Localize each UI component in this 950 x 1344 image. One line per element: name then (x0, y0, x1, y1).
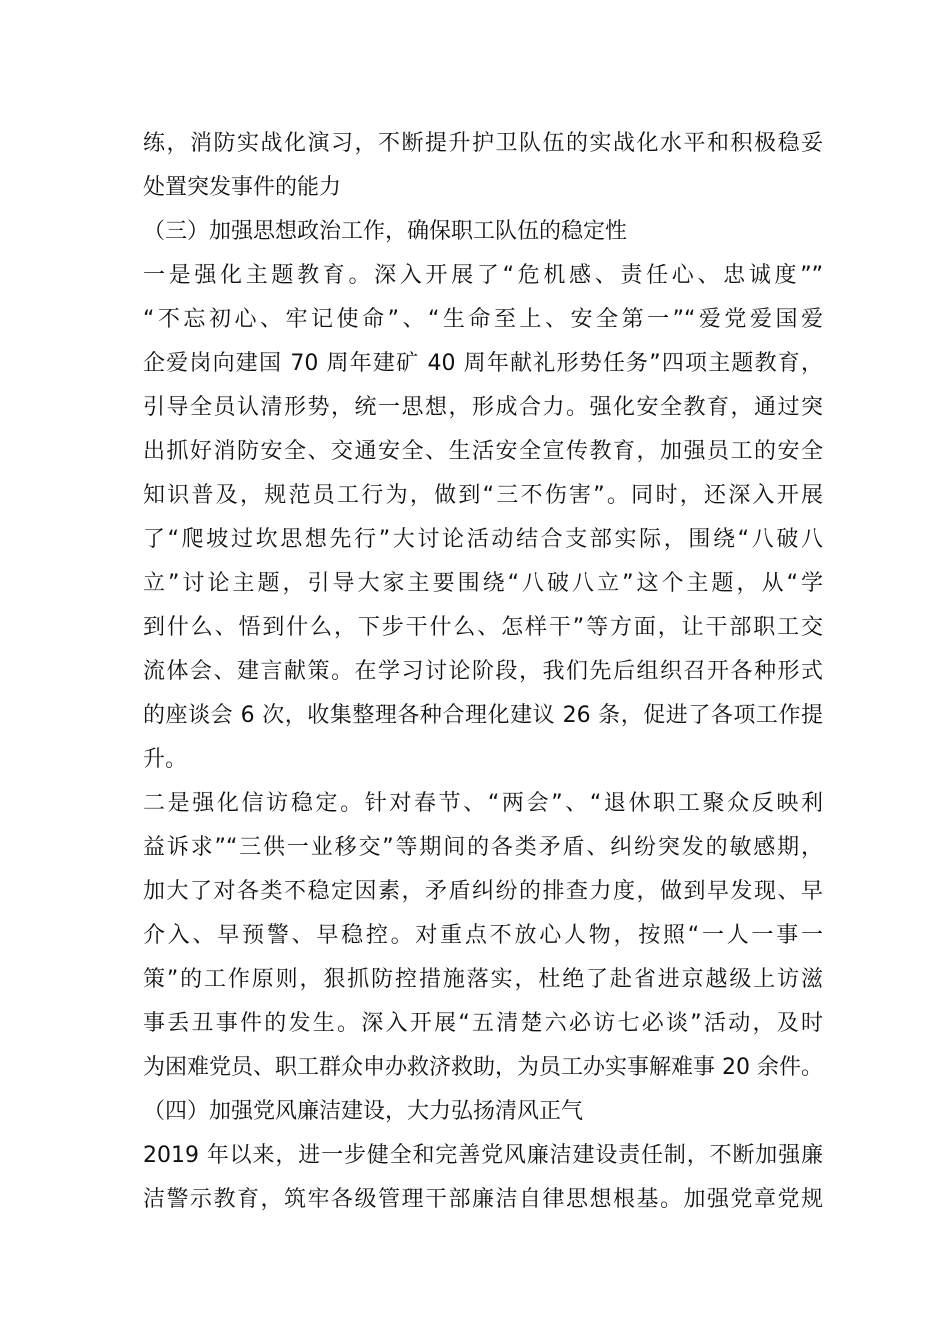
text-line: 加大了对各类不稳定因素，矛盾纠纷的排查力度，做到早发现、早 (143, 879, 823, 904)
text-line: 企爱岗向建国 70 周年建矿 40 周年献礼形势任务”四项主题教育， (143, 351, 823, 376)
text-line: 流体会、建言献策。在学习讨论阶段，我们先后组织召开各种形式 (143, 659, 823, 684)
text-line: 立”讨论主题，引导大家主要围绕“八破八立”这个主题，从“学 (143, 571, 823, 596)
text-line: “不忘初心、牢记使命”、“生命至上、安全第一”“爱党爱国爱 (143, 307, 823, 332)
text-line: 出抓好消防安全、交通安全、生活安全宣传教育，加强员工的安全 (143, 439, 823, 464)
text-line: 处置突发事件的能力 (143, 175, 342, 200)
text-line: 升。 (143, 747, 188, 772)
text-line: 到什么、悟到什么，下步干什么、怎样干”等方面，让干部职工交 (143, 615, 823, 640)
text-line: 知识普及，规范员工行为，做到“三不伤害”。同时，还深入开展 (143, 483, 823, 508)
text-line: 一是强化主题教育。深入开展了“危机感、责任心、忠诚度”” (143, 263, 823, 288)
section-heading: （三）加强思想政治工作，确保职工队伍的稳定性 (143, 219, 628, 244)
text-line: 引导全员认清形势，统一思想，形成合力。强化安全教育，通过突 (143, 395, 823, 420)
text-line: 二是强化信访稳定。针对春节、“两会”、“退休职工聚众反映利 (143, 791, 823, 816)
text-line: 益诉求”“三供一业移交”等期间的各类矛盾、纠纷突发的敏感期， (143, 835, 823, 860)
text-line: 了“爬坡过坎思想先行”大讨论活动结合支部实际，围绕“八破八 (143, 527, 823, 552)
text-line: 为困难党员、职工群众申办救济救助，为员工办实事解难事 20 余件。 (143, 1055, 823, 1080)
text-line: 策”的工作原则，狠抓防控措施落实，杜绝了赴省进京越级上访滋 (143, 967, 823, 992)
text-line: 事丢丑事件的发生。深入开展“五清楚六必访七必谈”活动，及时 (143, 1011, 823, 1036)
section-heading: （四）加强党风廉洁建设，大力弘扬清风正气 (143, 1099, 584, 1124)
text-line: 介入、早预警、早稳控。对重点不放心人物，按照“一人一事一 (143, 923, 823, 948)
text-line: 的座谈会 6 次，收集整理各种合理化建议 26 条，促进了各项工作提 (143, 703, 823, 728)
document-page (143, 122, 823, 1222)
text-line: 洁警示教育，筑牢各级管理干部廉洁自律思想根基。加强党章党规 (143, 1187, 823, 1212)
text-line: 练，消防实战化演习，不断提升护卫队伍的实战化水平和积极稳妥 (143, 131, 823, 156)
text-line: 2019 年以来，进一步健全和完善党风廉洁建设责任制，不断加强廉 (143, 1143, 823, 1168)
